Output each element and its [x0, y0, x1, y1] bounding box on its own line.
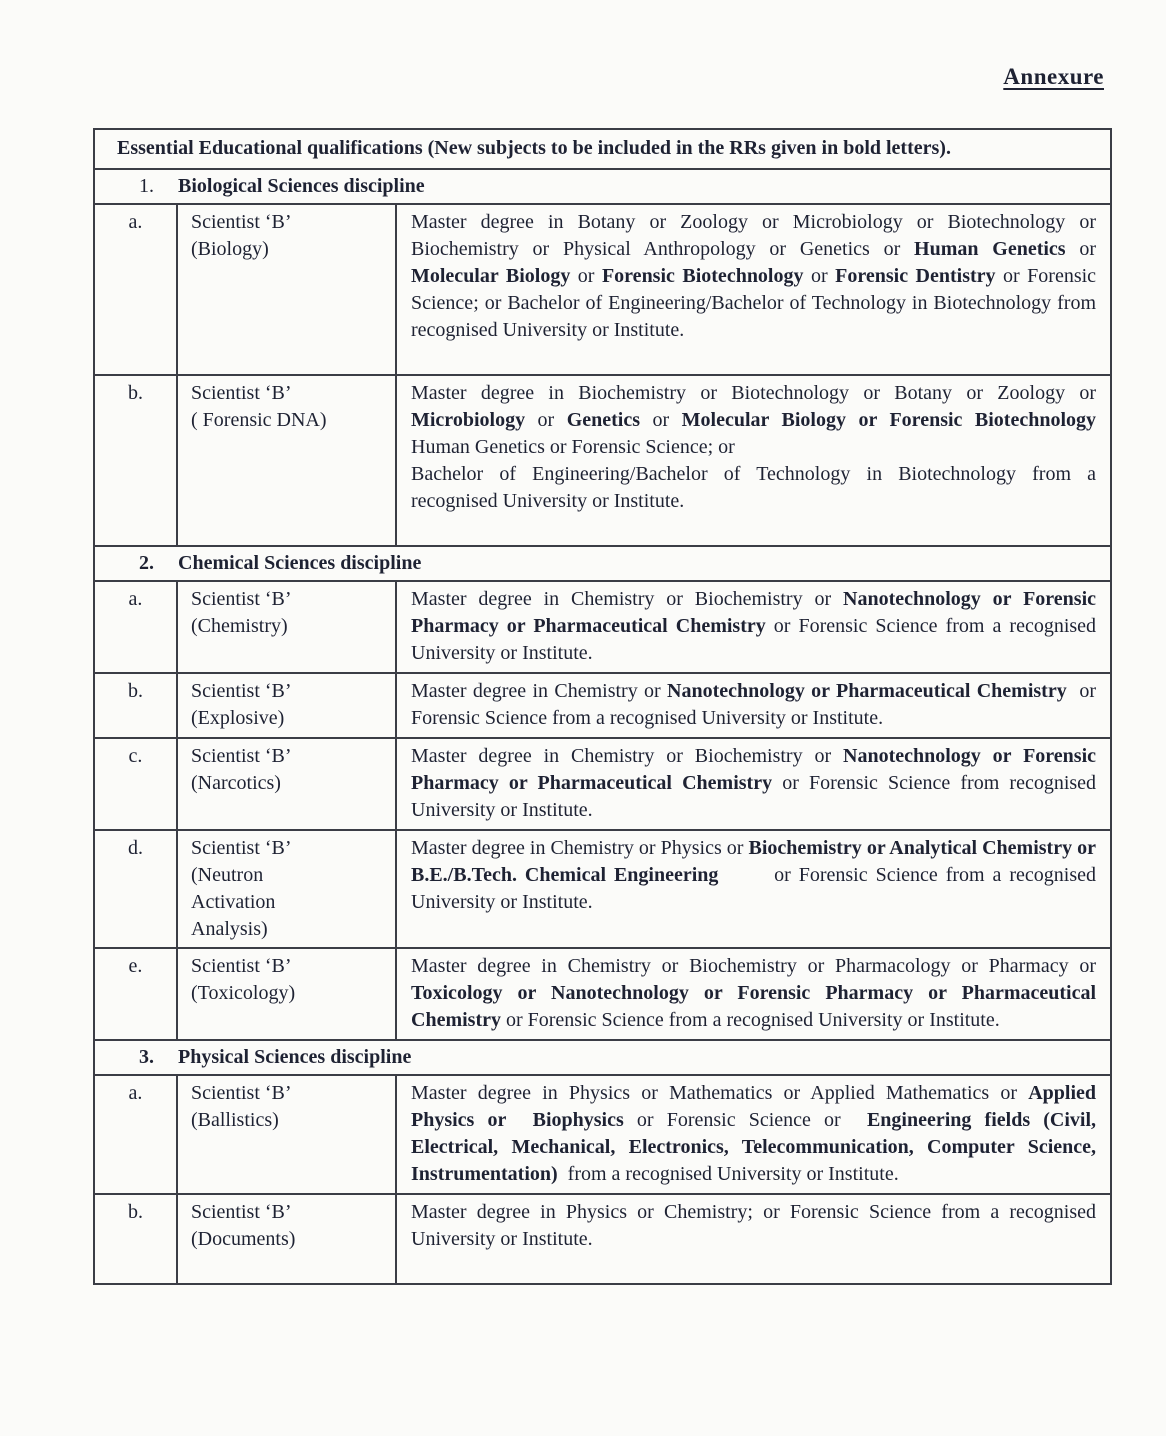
section-number: 3.	[139, 1046, 154, 1068]
row-qualification	[396, 830, 1111, 948]
row-designation	[177, 948, 396, 1040]
designation-line: (Documents)	[191, 1228, 296, 1250]
qualification-text: Master degree in Chemistry or Biochemistry or Pharmacology or Pharmacy or	[411, 955, 1097, 977]
qualification-bold-subject: Nanotechnology or Pharmaceutical Chemistry	[667, 680, 1067, 702]
qualification-text: or Forensic Science or	[623, 1109, 867, 1131]
row-letter: b.	[94, 673, 177, 738]
row-designation	[177, 673, 396, 738]
designation-line: Analysis)	[191, 918, 268, 940]
qualification-text: Master degree in Chemistry or Biochemistry or	[411, 745, 843, 767]
row-letter: a.	[94, 1075, 177, 1194]
row-qualification	[396, 375, 1111, 546]
row-qualification	[396, 948, 1111, 1040]
qualification-row	[94, 830, 1111, 948]
qualification-bold-subject: Applied Physics or Biophysics	[411, 1082, 1097, 1131]
qualification-paragraph	[411, 953, 1096, 1034]
row-letter: d.	[94, 830, 177, 948]
designation-line: (Narcotics)	[191, 772, 281, 794]
qualification-text: Master degree in Chemistry or Biochemistry or	[411, 588, 843, 610]
designation-line: (Explosive)	[191, 707, 285, 729]
designation-line: Scientist ‘B’	[191, 745, 292, 767]
qualification-text: Bachelor of Engineering/Bachelor of Technology in Biotechnology from a recognised University or Institute.	[411, 463, 1097, 512]
qualification-paragraph	[411, 743, 1096, 824]
row-qualification	[396, 738, 1111, 830]
qualification-bold-subject: Nanotechnology or Forensic Pharmacy or Pharmaceutical Chemistry	[411, 745, 1097, 794]
qualification-text: or	[1065, 238, 1097, 260]
qualification-text: or	[803, 265, 836, 287]
annexure-heading: Annexure	[1003, 64, 1104, 89]
designation-line: Scientist ‘B’	[191, 382, 292, 404]
qualification-paragraph	[411, 1080, 1096, 1188]
qualification-row	[94, 673, 1111, 738]
row-letter: e.	[94, 948, 177, 1040]
qualification-text: or	[640, 409, 682, 431]
qualification-row	[94, 948, 1111, 1040]
qualification-bold-subject: Human Genetics	[914, 238, 1066, 260]
qualification-row	[94, 1075, 1111, 1194]
qualification-paragraph	[411, 586, 1096, 667]
qualification-text: or Forensic Science from a recognised University or Institute.	[411, 680, 1097, 729]
section-title: Physical Sciences discipline	[178, 1046, 412, 1068]
qualification-text: Master degree in Chemistry or Physics or	[411, 837, 749, 859]
qualification-text: Master degree in Biochemistry or Biotechnology or Botany or Zoology or	[411, 382, 1097, 404]
qualification-text: or Forensic Science; or Bachelor of Engineering/Bachelor of Technology in Biotechnology from recognised University or Institute.	[411, 265, 1097, 341]
qualification-row	[94, 1194, 1111, 1284]
qualification-text: or	[570, 265, 602, 287]
qualification-text: or Forensic Science from a recognised University or Institute.	[411, 615, 1097, 664]
designation-line: (Chemistry)	[191, 615, 288, 637]
table-header-row	[94, 129, 1111, 169]
qualification-paragraph	[411, 835, 1096, 916]
qualification-bold-subject: Engineering fields (Civil, Electrical, Mechanical, Electronics, Telecommunication, Computer Science, Instrumentation)	[411, 1109, 1097, 1185]
row-qualification	[396, 204, 1111, 375]
qualification-bold-subject: Molecular Biology or Forensic Biotechnology	[681, 409, 1097, 431]
qualification-paragraph	[411, 1199, 1096, 1253]
qualification-paragraph	[411, 461, 1096, 515]
designation-line: (Ballistics)	[191, 1109, 279, 1131]
qualification-text: or Forensic Science from a recognised University or Institute.	[411, 864, 1097, 913]
qualification-bold-subject: Molecular Biology	[411, 265, 571, 287]
section-number: 2.	[139, 552, 154, 574]
qualification-bold-subject: Genetics	[566, 409, 641, 431]
qualification-row	[94, 738, 1111, 830]
qualification-text: Master degree in Botany or Zoology or Microbiology or Biotechnology or Biochemistry or Physical Anthropology or Genetics or	[411, 211, 1097, 260]
designation-line: Scientist ‘B’	[191, 837, 292, 859]
qualification-text: or Forensic Science from recognised University or Institute.	[411, 772, 1097, 821]
row-letter: c.	[94, 738, 177, 830]
designation-line: Scientist ‘B’	[191, 1082, 292, 1104]
designation-line: Scientist ‘B’	[191, 588, 292, 610]
qualification-text: from a recognised University or Institute.	[557, 1163, 899, 1185]
row-designation	[177, 375, 396, 546]
row-designation	[177, 581, 396, 673]
qualification-paragraph	[411, 678, 1096, 732]
section-header-row	[94, 546, 1111, 581]
row-letter: a.	[94, 581, 177, 673]
designation-line: Scientist ‘B’	[191, 680, 292, 702]
qualifications-table	[93, 128, 1112, 1285]
designation-line: (Toxicology)	[191, 982, 296, 1004]
row-designation	[177, 1194, 396, 1284]
qualification-paragraph	[411, 209, 1096, 344]
row-qualification	[396, 1194, 1111, 1284]
designation-line: (Biology)	[191, 238, 269, 260]
qualification-bold-subject: Nanotechnology or Forensic Pharmacy or Pharmaceutical Chemistry	[411, 588, 1097, 637]
row-qualification	[396, 673, 1111, 738]
row-designation	[177, 830, 396, 948]
qualification-bold-subject: Forensic Biotechnology	[601, 265, 804, 287]
qualification-text: or Forensic Science from a recognised University or Institute.	[500, 1009, 1000, 1031]
qualification-bold-subject: Toxicology or Nanotechnology or Forensic Pharmacy or Pharmaceutical Chemistry	[411, 982, 1097, 1031]
section-header-row	[94, 169, 1111, 204]
section-header-cell	[94, 169, 1111, 204]
row-qualification	[396, 1075, 1111, 1194]
section-header-cell	[94, 546, 1111, 581]
section-title: Chemical Sciences discipline	[178, 552, 422, 574]
qualification-text: or	[525, 409, 567, 431]
qualification-row	[94, 204, 1111, 375]
row-designation	[177, 1075, 396, 1194]
designation-line: Activation	[191, 891, 276, 913]
qualification-bold-subject: Biochemistry or Analytical Chemistry or B.E./B.Tech. Chemical Engineering	[411, 837, 1097, 886]
section-header-cell	[94, 1040, 1111, 1075]
qualification-bold-subject: Microbiology	[411, 409, 526, 431]
qualification-text: Master degree in Chemistry or	[411, 680, 668, 702]
designation-line: ( Forensic DNA)	[191, 409, 327, 431]
qualification-row	[94, 581, 1111, 673]
qualification-bold-subject: Forensic Dentistry	[835, 265, 996, 287]
qualification-row	[94, 375, 1111, 546]
qualification-text: Human Genetics or Forensic Science; or	[411, 436, 735, 458]
designation-line: Scientist ‘B’	[191, 1201, 292, 1223]
row-letter: b.	[94, 1194, 177, 1284]
row-designation	[177, 204, 396, 375]
qualification-paragraph	[411, 380, 1096, 461]
row-qualification	[396, 581, 1111, 673]
row-letter: b.	[94, 375, 177, 546]
qualification-text: Master degree in Physics or Mathematics or Applied Mathematics or	[411, 1082, 1029, 1104]
designation-line: (Neutron	[191, 864, 264, 886]
section-title: Biological Sciences discipline	[178, 175, 425, 197]
row-designation	[177, 738, 396, 830]
qualifications-table-body	[94, 129, 1111, 1284]
section-header-row	[94, 1040, 1111, 1075]
table-header-cell: Essential Educational qualifications (New subjects to be included in the RRs given in bold letters).	[94, 129, 1111, 169]
designation-line: Scientist ‘B’	[191, 211, 292, 233]
designation-line: Scientist ‘B’	[191, 955, 292, 977]
section-number: 1.	[139, 175, 154, 197]
qualification-text: Master degree in Physics or Chemistry; or Forensic Science from a recognised University or Institute.	[411, 1201, 1097, 1250]
row-letter: a.	[94, 204, 177, 375]
